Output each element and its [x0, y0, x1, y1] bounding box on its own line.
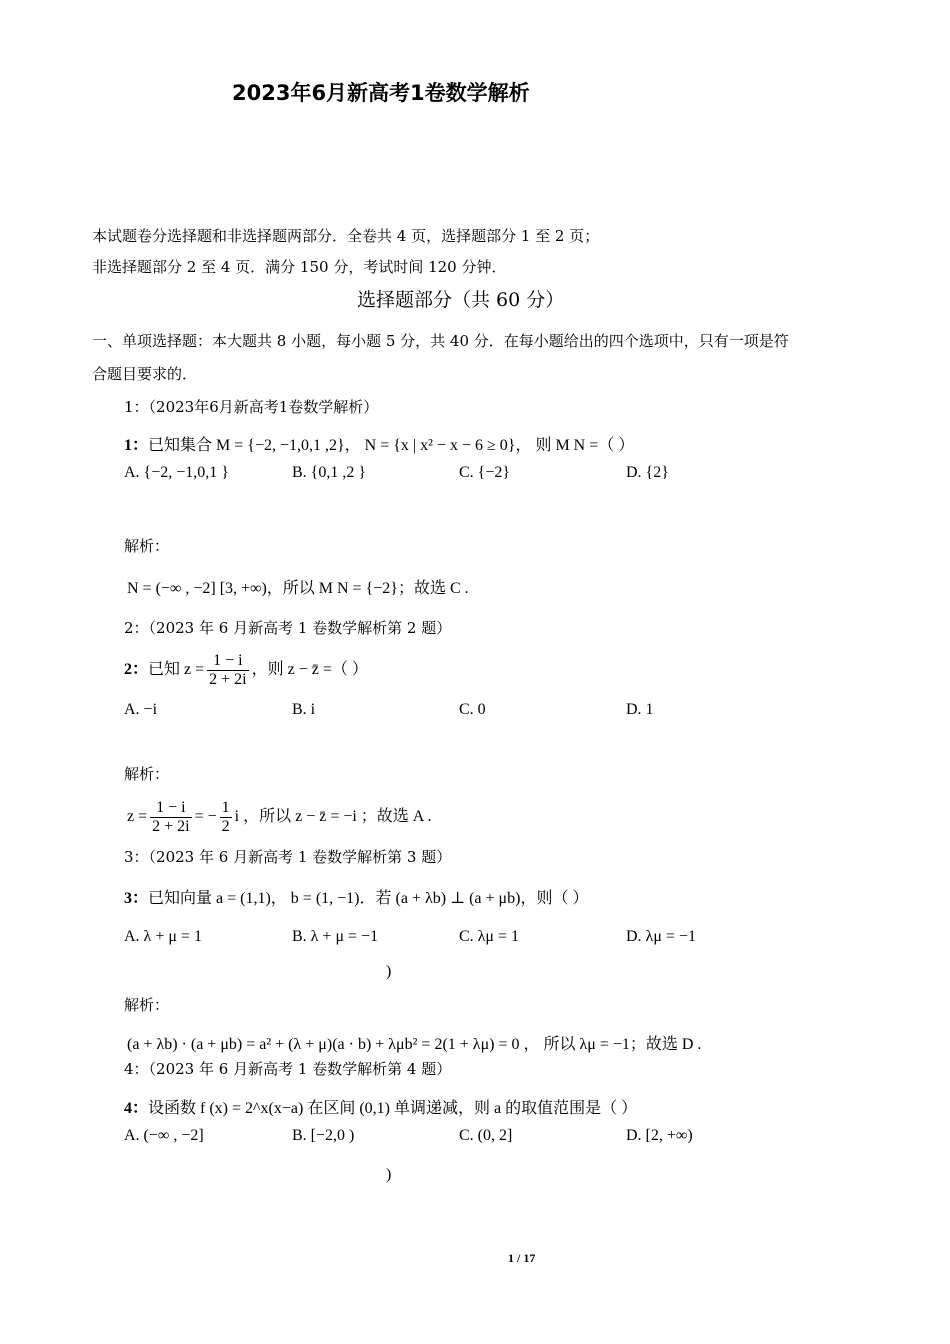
fraction-denominator: 2	[221, 818, 230, 835]
intro-line-1: 本试题卷分选择题和非选择题两部分．全卷共 4 页，选择题部分 1 至 2 页；	[92, 227, 600, 245]
part1-instructions-line-1: 一、单项选择题：本大题共 8 小题，每小题 5 分，共 40 分．在每小题给出的四个选项中，只有一项是符	[92, 332, 789, 350]
fraction-numerator: 1 − i	[207, 652, 248, 671]
question-2-option-a: A. −i	[124, 701, 158, 718]
question-3-option-b: B. λ + μ = −1	[292, 928, 379, 945]
question-2-stem-post: ，则 z − z̄ =（ ）	[251, 661, 368, 679]
analysis-mid: = −	[194, 808, 217, 826]
question-4-option-b: B. [−2,0 )	[292, 1127, 355, 1144]
intro-line-2: 非选择题部分 2 至 4 页．满分 150 分，考试时间 120 分钟．	[92, 258, 507, 276]
question-1-stem-text: 已知集合 M = {−2, −1,0,1 ,2}， N = {x | x² − x − 6 ≥ 0}， 则 M N =（ ）	[148, 437, 635, 454]
question-4-option-a: A. (−∞ , −2]	[124, 1127, 204, 1144]
question-2-stem	[124, 652, 368, 689]
page-number: 1 / 17	[508, 1251, 536, 1265]
question-3-stem	[124, 889, 588, 909]
question-4-stem-text: 设函数 f (x) = 2^x(x−a) 在区间 (0,1) 单调递减，则 a 的取值范围是（ ）	[148, 1100, 638, 1117]
fraction-numerator: 1 − i	[150, 799, 191, 818]
question-2-fraction	[207, 652, 248, 689]
fraction-denominator: 2 + 2i	[152, 818, 190, 835]
analysis-post: i ，所以 z − z̄ = −i ；故选 A .	[234, 808, 432, 826]
question-3-number: 3：	[124, 890, 149, 907]
question-1-option-b: B. {0,1 ,2 }	[292, 464, 367, 481]
question-4-header: 4：（2023 年 6 月新高考 1 卷数学解析第 4 题）	[124, 1060, 452, 1078]
analysis-fraction-2	[220, 799, 232, 836]
question-2-header: 2：（2023 年 6 月新高考 1 卷数学解析第 2 题）	[124, 619, 452, 637]
question-4-stem	[124, 1099, 637, 1119]
question-3-stem-text: 已知向量 a = (1,1)， b = (1, −1)．若 (a + λb) ⊥ (a + μb)，则（ ）	[148, 890, 589, 907]
analysis-fraction-1	[150, 799, 191, 836]
question-4-option-c: C. (0, 2]	[459, 1127, 513, 1144]
question-3-option-a: A. λ + μ = 1	[124, 928, 202, 945]
document-title: 2023年6月新高考1卷数学解析	[232, 81, 530, 105]
question-3-option-c: C. λμ = 1	[459, 928, 520, 945]
question-4-number: 4：	[124, 1100, 149, 1117]
question-2-option-c: C. 0	[459, 701, 486, 718]
question-1-analysis-label: 解析：	[124, 537, 170, 555]
question-1-header: 1：（2023年6月新高考1卷数学解析）	[124, 398, 379, 416]
question-3-option-d: D. λμ = −1	[626, 928, 696, 945]
question-3-stray-paren: )	[386, 963, 392, 980]
question-4-stray-paren: )	[386, 1166, 392, 1183]
question-1-option-c: C. {−2}	[459, 464, 511, 481]
question-2-analysis	[127, 799, 431, 836]
question-2-analysis-label: 解析：	[124, 765, 170, 783]
question-3-analysis-label: 解析：	[124, 996, 170, 1014]
question-3-analysis: (a + λb) · (a + μb) = a² + (λ + μ)(a · b) + λμb² = 2(1 + λμ) = 0 ， 所以 λμ = −1；故选 D .	[127, 1036, 702, 1053]
question-2-number: 2：	[124, 661, 149, 679]
fraction-numerator: 1	[221, 799, 230, 816]
analysis-pre: z =	[127, 808, 148, 826]
question-1-stem	[124, 436, 634, 456]
question-4-option-d: D. [2, +∞)	[626, 1127, 693, 1144]
part1-instructions-line-2: 合题目要求的．	[92, 365, 198, 383]
question-2-option-b: B. i	[292, 701, 316, 718]
question-1-number: 1：	[124, 437, 149, 454]
question-2-option-d: D. 1	[626, 701, 654, 718]
fraction-denominator: 2 + 2i	[209, 671, 247, 688]
question-1-analysis: N = (−∞ , −2] [3, +∞)，所以 M N = {−2}；故选 C .	[127, 580, 469, 597]
section-title: 选择题部分（共 60 分）	[357, 289, 565, 311]
question-2-stem-pre: 已知 z =	[148, 661, 205, 679]
question-3-header: 3：（2023 年 6 月新高考 1 卷数学解析第 3 题）	[124, 848, 452, 866]
question-1-option-d: D. {2}	[626, 464, 669, 481]
question-1-option-a: A. {−2, −1,0,1 }	[124, 464, 229, 481]
